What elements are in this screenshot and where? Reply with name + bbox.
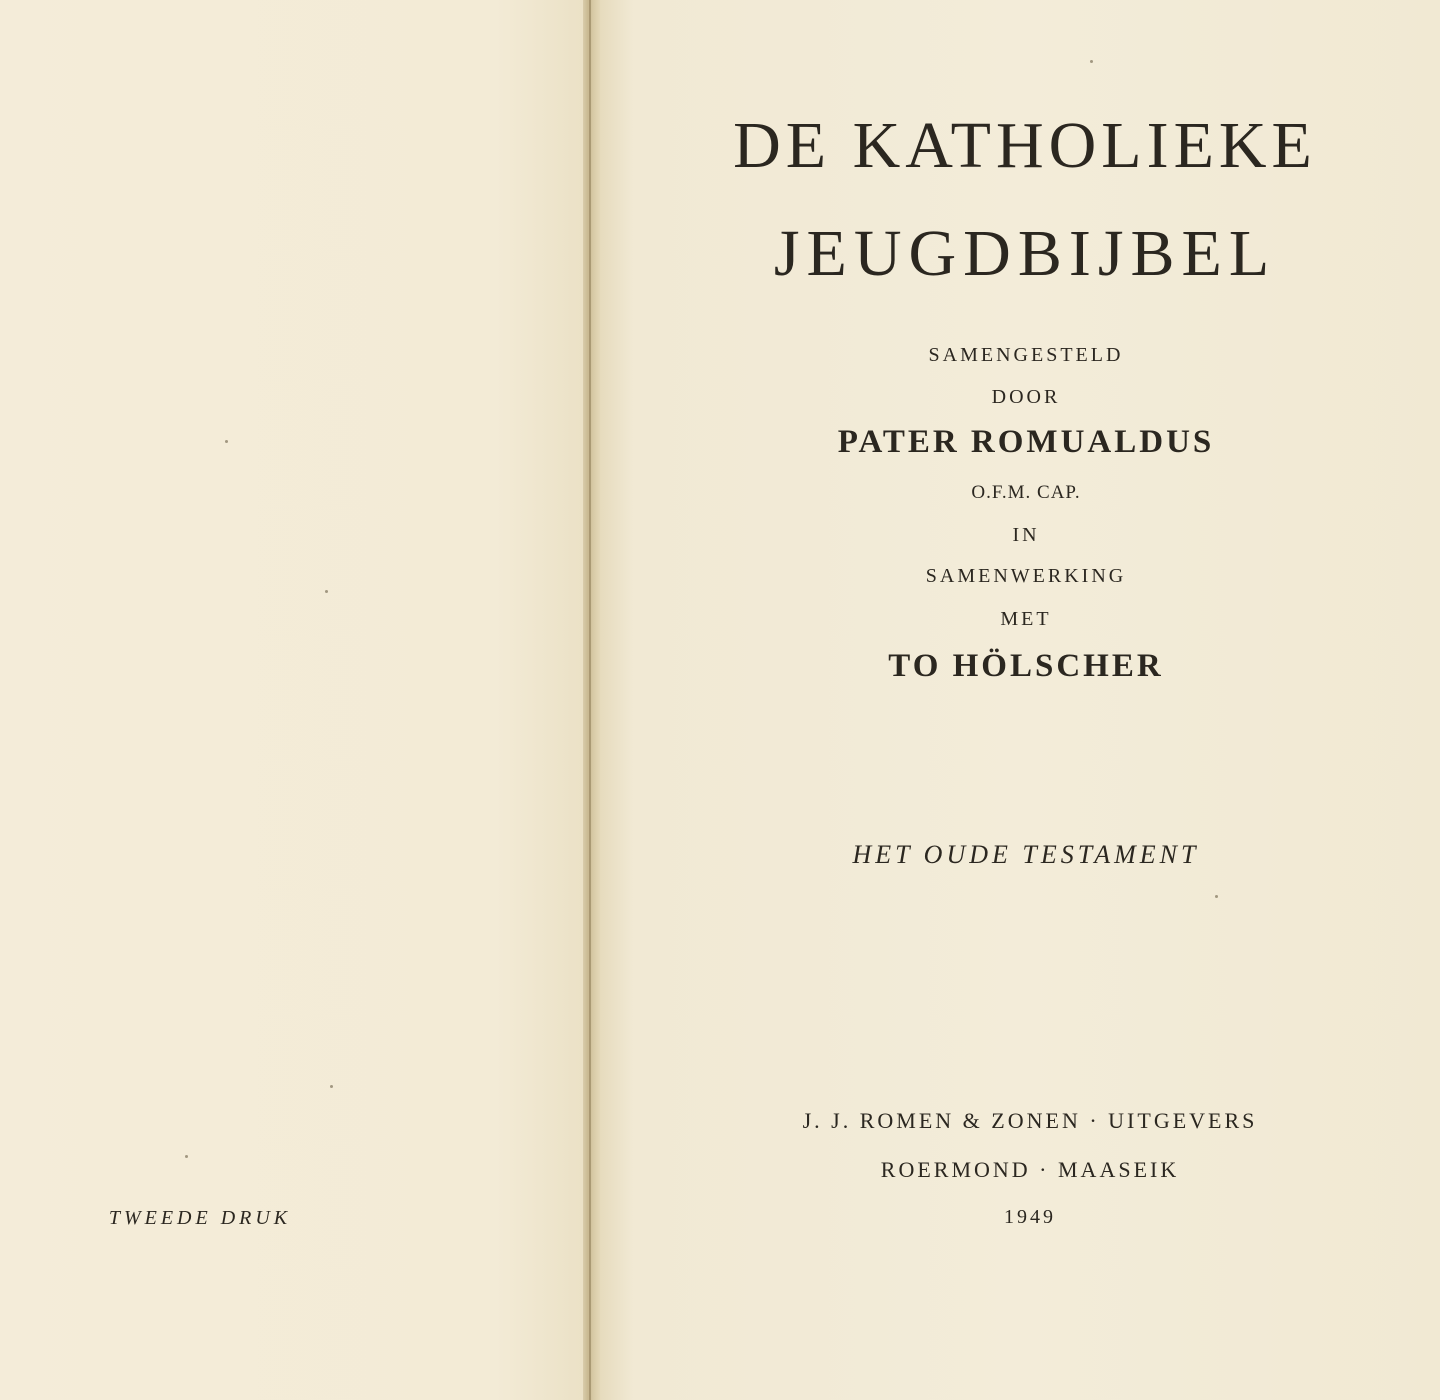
left-page [0, 0, 583, 1400]
book-title-line-2: JEUGDBIJBEL [773, 217, 1277, 290]
publisher-name: J. J. ROMEN & ZONEN · UITGEVERS [802, 1108, 1258, 1133]
compiled-label: SAMENGESTELD [928, 344, 1124, 366]
paper-speck [330, 1085, 333, 1088]
paper-speck [1090, 60, 1093, 63]
paper-speck [225, 440, 228, 443]
title-page [600, 0, 1440, 1400]
paper-speck [325, 590, 328, 593]
book-title-line-1: DE KATHOLIEKE [733, 109, 1317, 182]
publisher-places: ROERMOND · MAASEIK [880, 1157, 1180, 1182]
by-label: DOOR [991, 386, 1061, 408]
paper-speck [1215, 895, 1218, 898]
with-label: MET [1000, 608, 1052, 630]
paper-speck [185, 1155, 188, 1158]
in-label: IN [1012, 524, 1040, 546]
author-name: PATER ROMUALDUS [837, 424, 1215, 460]
publication-year: 1949 [1004, 1206, 1056, 1228]
edition-label: TWEEDE DRUK [108, 1207, 292, 1229]
coauthor-name: TO HÖLSCHER [888, 648, 1164, 684]
order-label: O.F.M. CAP. [971, 482, 1081, 503]
part-title: HET OUDE TESTAMENT [852, 840, 1200, 869]
book-gutter [583, 0, 600, 1400]
collaboration-label: SAMENWERKING [925, 565, 1127, 587]
gutter-fold-line [589, 0, 591, 1400]
